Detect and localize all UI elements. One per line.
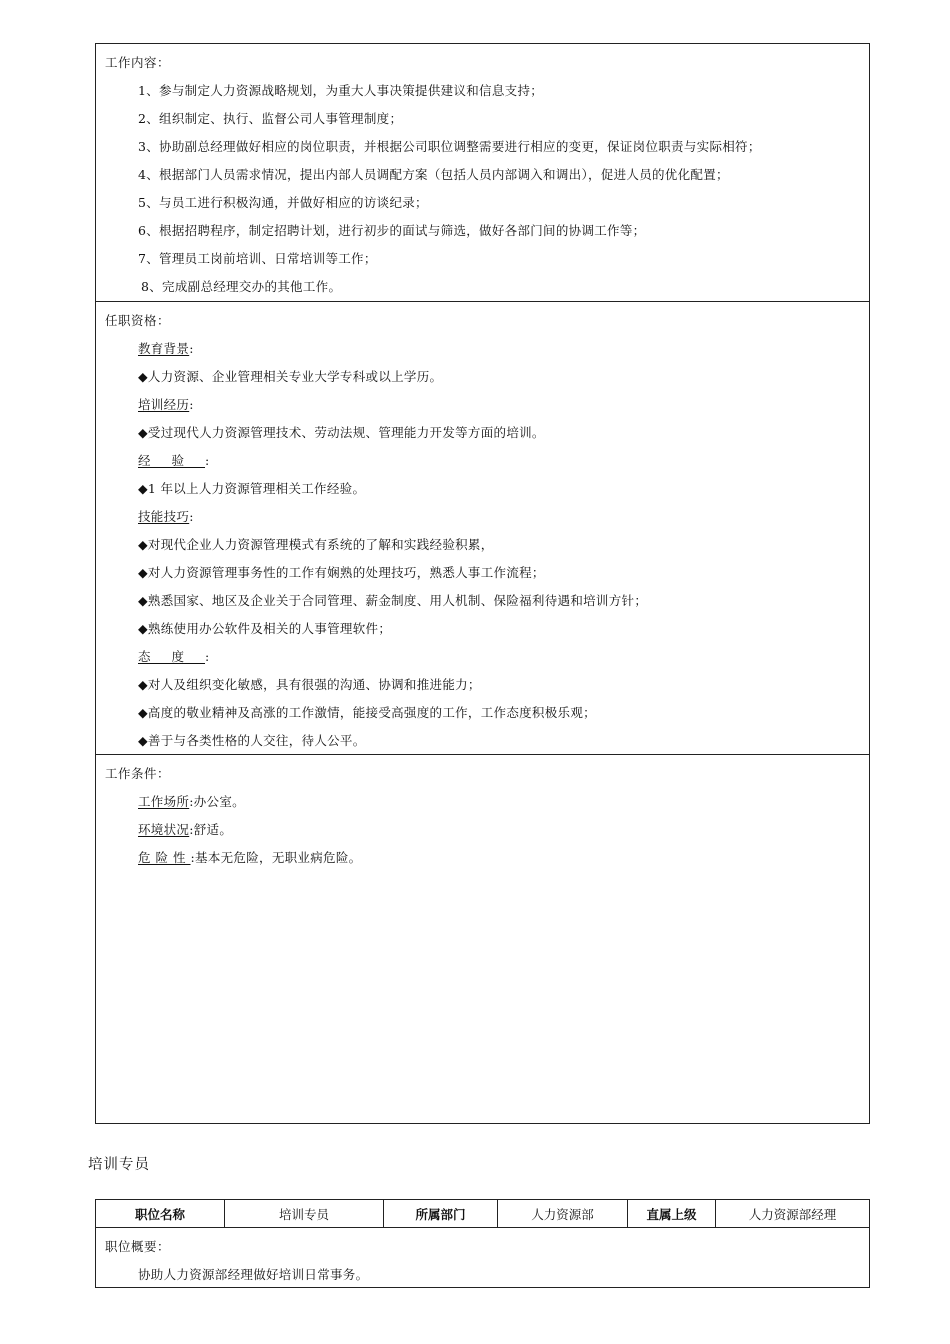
environment-line <box>138 820 232 838</box>
education-label-line: 教育背景: <box>138 341 194 356</box>
attitude-item: ◆对人及组织变化敏感，具有很强的沟通、协调和推进能力； <box>138 677 481 692</box>
danger-line <box>138 848 361 866</box>
job-content-section <box>96 44 869 302</box>
experience-label-line: 经验: <box>138 453 210 468</box>
job-content-item: 2、组织制定、执行、监督公司人事管理制度； <box>138 111 403 126</box>
summary-text: 协助人力资源部经理做好培训日常事务。 <box>138 1267 369 1282</box>
position-summary-box <box>95 1228 870 1288</box>
position-title: 培训专员 <box>88 1157 150 1173</box>
skills-label-line: 技能技巧: <box>138 509 194 524</box>
environment-value: :舒适。 <box>189 822 233 837</box>
education-label: 教育背景 <box>138 341 190 356</box>
attitude-item: ◆善于与各类性格的人交往，待人公平。 <box>138 733 366 748</box>
work-place-value: :办公室。 <box>189 794 245 809</box>
environment-label: 环境状况 <box>138 822 190 837</box>
training-label-line: 培训经历: <box>138 397 194 412</box>
skills-item: ◆熟练使用办公软件及相关的人事管理软件； <box>138 621 392 636</box>
skills-item: ◆对现代企业人力资源管理模式有系统的了解和实践经验积累， <box>138 537 494 552</box>
training-item: ◆受过现代人力资源管理技术、劳动法规、管理能力开发等方面的培训。 <box>138 425 545 440</box>
danger-value: :基本无危险，无职业病危险。 <box>190 850 362 865</box>
training-label: 培训经历 <box>138 397 190 412</box>
education-item: ◆人力资源、企业管理相关专业大学专科或以上学历。 <box>138 369 443 384</box>
work-place-line <box>138 792 245 810</box>
work-conditions-heading: 工作条件： <box>105 766 171 781</box>
attitude-label-line: 态度: <box>138 649 210 664</box>
skills-item: ◆对人力资源管理事务性的工作有娴熟的处理技巧，熟悉人事工作流程； <box>138 565 545 580</box>
job-content-item: 3、协助副总经理做好相应的岗位职责，并根据公司职位调整需要进行相应的变更，保证岗位职责与实际相符； <box>138 139 761 154</box>
superior-value: 人力资源部经理 <box>716 1200 870 1228</box>
job-content-item: 5、与员工进行积极沟通，并做好相应的访谈纪录； <box>138 195 428 210</box>
superior-label: 直属上级 <box>628 1200 716 1228</box>
position-name-label: 职位名称 <box>96 1200 225 1228</box>
job-content-item: 4、根据部门人员需求情况，提出内部人员调配方案（包括人员内部调入和调出），促进人员的优化配置； <box>138 167 729 182</box>
qualifications-heading: 任职资格： <box>105 313 171 328</box>
work-conditions-section <box>96 755 869 1123</box>
department-label: 所属部门 <box>384 1200 498 1228</box>
experience-label: 经验 <box>138 453 206 468</box>
attitude-item: ◆高度的敬业精神及高涨的工作激情，能接受高强度的工作，工作态度积极乐观； <box>138 705 596 720</box>
position-info-table <box>95 1199 870 1228</box>
job-description-box <box>95 43 870 1124</box>
danger-label: 危险性 <box>138 850 191 865</box>
position-name-value: 培训专员 <box>225 1200 384 1228</box>
experience-item: ◆1 年以上人力资源管理相关工作经验。 <box>138 481 366 496</box>
table-row <box>96 1200 870 1228</box>
job-content-item: 8、完成副总经理交办的其他工作。 <box>141 279 342 294</box>
skills-label: 技能技巧 <box>138 509 190 524</box>
summary-heading: 职位概要： <box>105 1239 171 1254</box>
job-content-item: 1、参与制定人力资源战略规划，为重大人事决策提供建议和信息支持； <box>138 83 544 98</box>
attitude-label: 态度 <box>138 649 206 664</box>
qualifications-section <box>96 302 869 755</box>
department-value: 人力资源部 <box>498 1200 628 1228</box>
job-content-heading: 工作内容： <box>105 55 171 70</box>
job-content-item: 7、管理员工岗前培训、日常培训等工作； <box>138 251 377 266</box>
work-place-label: 工作场所 <box>138 794 190 809</box>
skills-item: ◆熟悉国家、地区及企业关于合同管理、薪金制度、用人机制、保险福利待遇和培训方针； <box>138 593 648 608</box>
job-content-item: 6、根据招聘程序，制定招聘计划，进行初步的面试与筛选，做好各部门间的协调工作等； <box>138 223 646 238</box>
